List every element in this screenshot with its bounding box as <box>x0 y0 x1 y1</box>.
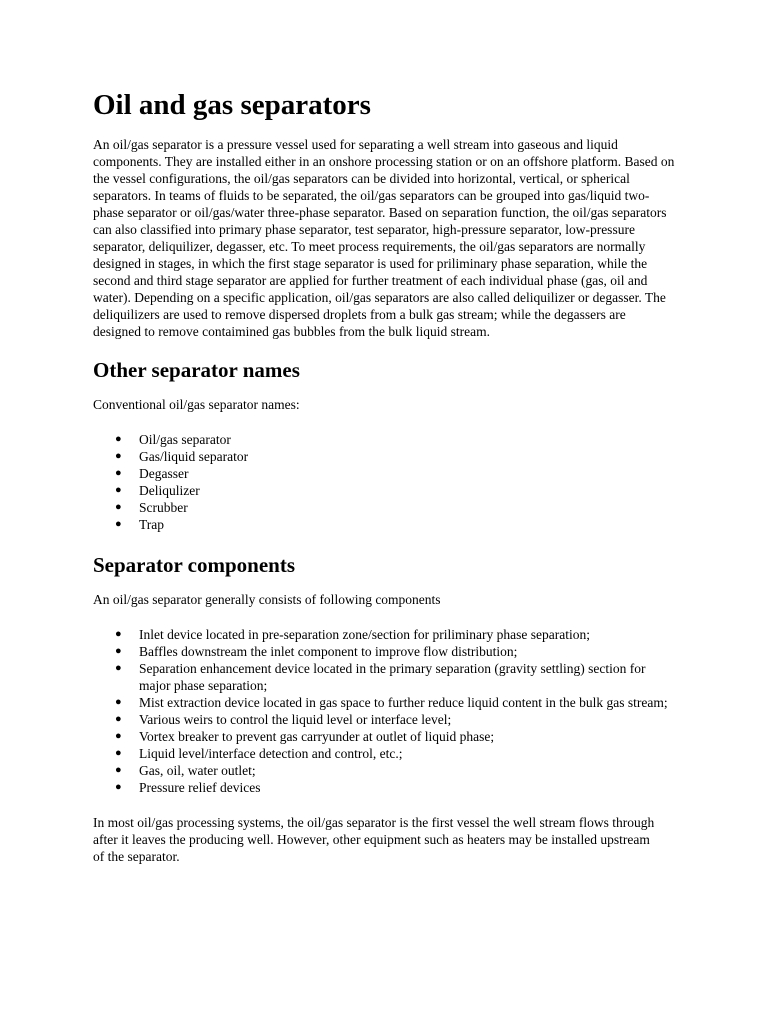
list-item: ● Deliqulizer <box>115 483 200 498</box>
list-item: ● Gas, oil, water outlet; <box>115 763 256 778</box>
bullet-icon: ● <box>115 628 122 640</box>
list-item: ● Trap <box>115 517 165 532</box>
bullet-icon: ● <box>115 781 122 793</box>
bullet-icon: ● <box>115 501 122 513</box>
list-item: ● Separation enhancement device located in the primary separation (gravity settling) section for major phase separation; <box>115 661 646 693</box>
bullet-icon: ● <box>115 713 122 725</box>
components-heading: Separator components <box>93 553 296 577</box>
page-title: Oil and gas separators <box>93 89 371 121</box>
list-item: ● Various weirs to control the liquid level or interface level; <box>115 712 452 727</box>
bullet-icon: ● <box>115 433 122 445</box>
list-item: ● Vortex breaker to prevent gas carryunder at outlet of liquid phase; <box>115 729 495 744</box>
bullet-icon: ● <box>115 730 122 742</box>
closing-paragraph: In most oil/gas processing systems, the oil/gas separator is the first vessel the well stream flows through after it leaves the producing well. However, other equipment such as heaters may be installed upstream of the separator. <box>93 815 655 864</box>
bullet-icon: ● <box>115 518 122 530</box>
list-item: ● Oil/gas separator <box>115 432 231 447</box>
list-item: ● Scrubber <box>115 500 188 515</box>
list-item: ● Liquid level/interface detection and control, etc.; <box>115 746 403 761</box>
list-item: ● Degasser <box>115 466 189 481</box>
list-item: ● Pressure relief devices <box>115 780 261 795</box>
bullet-icon: ● <box>115 484 122 496</box>
names-heading: Other separator names <box>93 358 300 382</box>
names-list <box>93 431 683 533</box>
list-item: ● Mist extraction device located in gas space to further reduce liquid content in the bulk gas stream; <box>115 695 668 710</box>
bullet-icon: ● <box>115 764 122 776</box>
list-item: ● Baffles downstream the inlet component to improve flow distribution; <box>115 644 518 659</box>
intro-paragraph: An oil/gas separator is a pressure vessel used for separating a well stream into gaseous and liquid components. They are installed either in an onshore processing station or on an offshore platform. Based on the vessel configurations, the oil/gas separators can be divided into horizontal, vertical, or spherical separators. In teams of fluids to be separated, the oil/gas separators can be grouped into gas/liquid two-phase separator or oil/gas/water three-phase separator. Based on separation function, the oil/gas separators can also classified into primary phase separator, test separator, high-pressure separator, low-pressure separator, deliquilizer, degasser, etc. To meet process requirements, the oil/gas separators are normally designed in stages, in which the first stage separator is used for priliminary phase separation, while the second and third stage separator are applied for further treatment of each individual phase (gas, oil and water). Depending on a specific application, oil/gas separators are also called deliquilizer or degasser. The deliquilizers are used to remove dispersed droplets from a bulk gas stream; while the degassers are designed to remove contaimined gas bubbles from the bulk liquid stream. <box>93 137 675 339</box>
bullet-icon: ● <box>115 467 122 479</box>
components-lead: An oil/gas separator generally consists of following components <box>93 592 441 607</box>
list-item: ● Gas/liquid separator <box>115 449 249 464</box>
bullet-icon: ● <box>115 645 122 657</box>
names-lead: Conventional oil/gas separator names: <box>93 397 300 412</box>
bullet-icon: ● <box>115 450 122 462</box>
bullet-icon: ● <box>115 696 122 708</box>
bullet-icon: ● <box>115 747 122 759</box>
bullet-icon: ● <box>115 662 122 674</box>
document-page <box>93 86 683 865</box>
list-item: ● Inlet device located in pre-separation zone/section for priliminary phase separation; <box>115 627 590 642</box>
components-list <box>93 626 683 796</box>
